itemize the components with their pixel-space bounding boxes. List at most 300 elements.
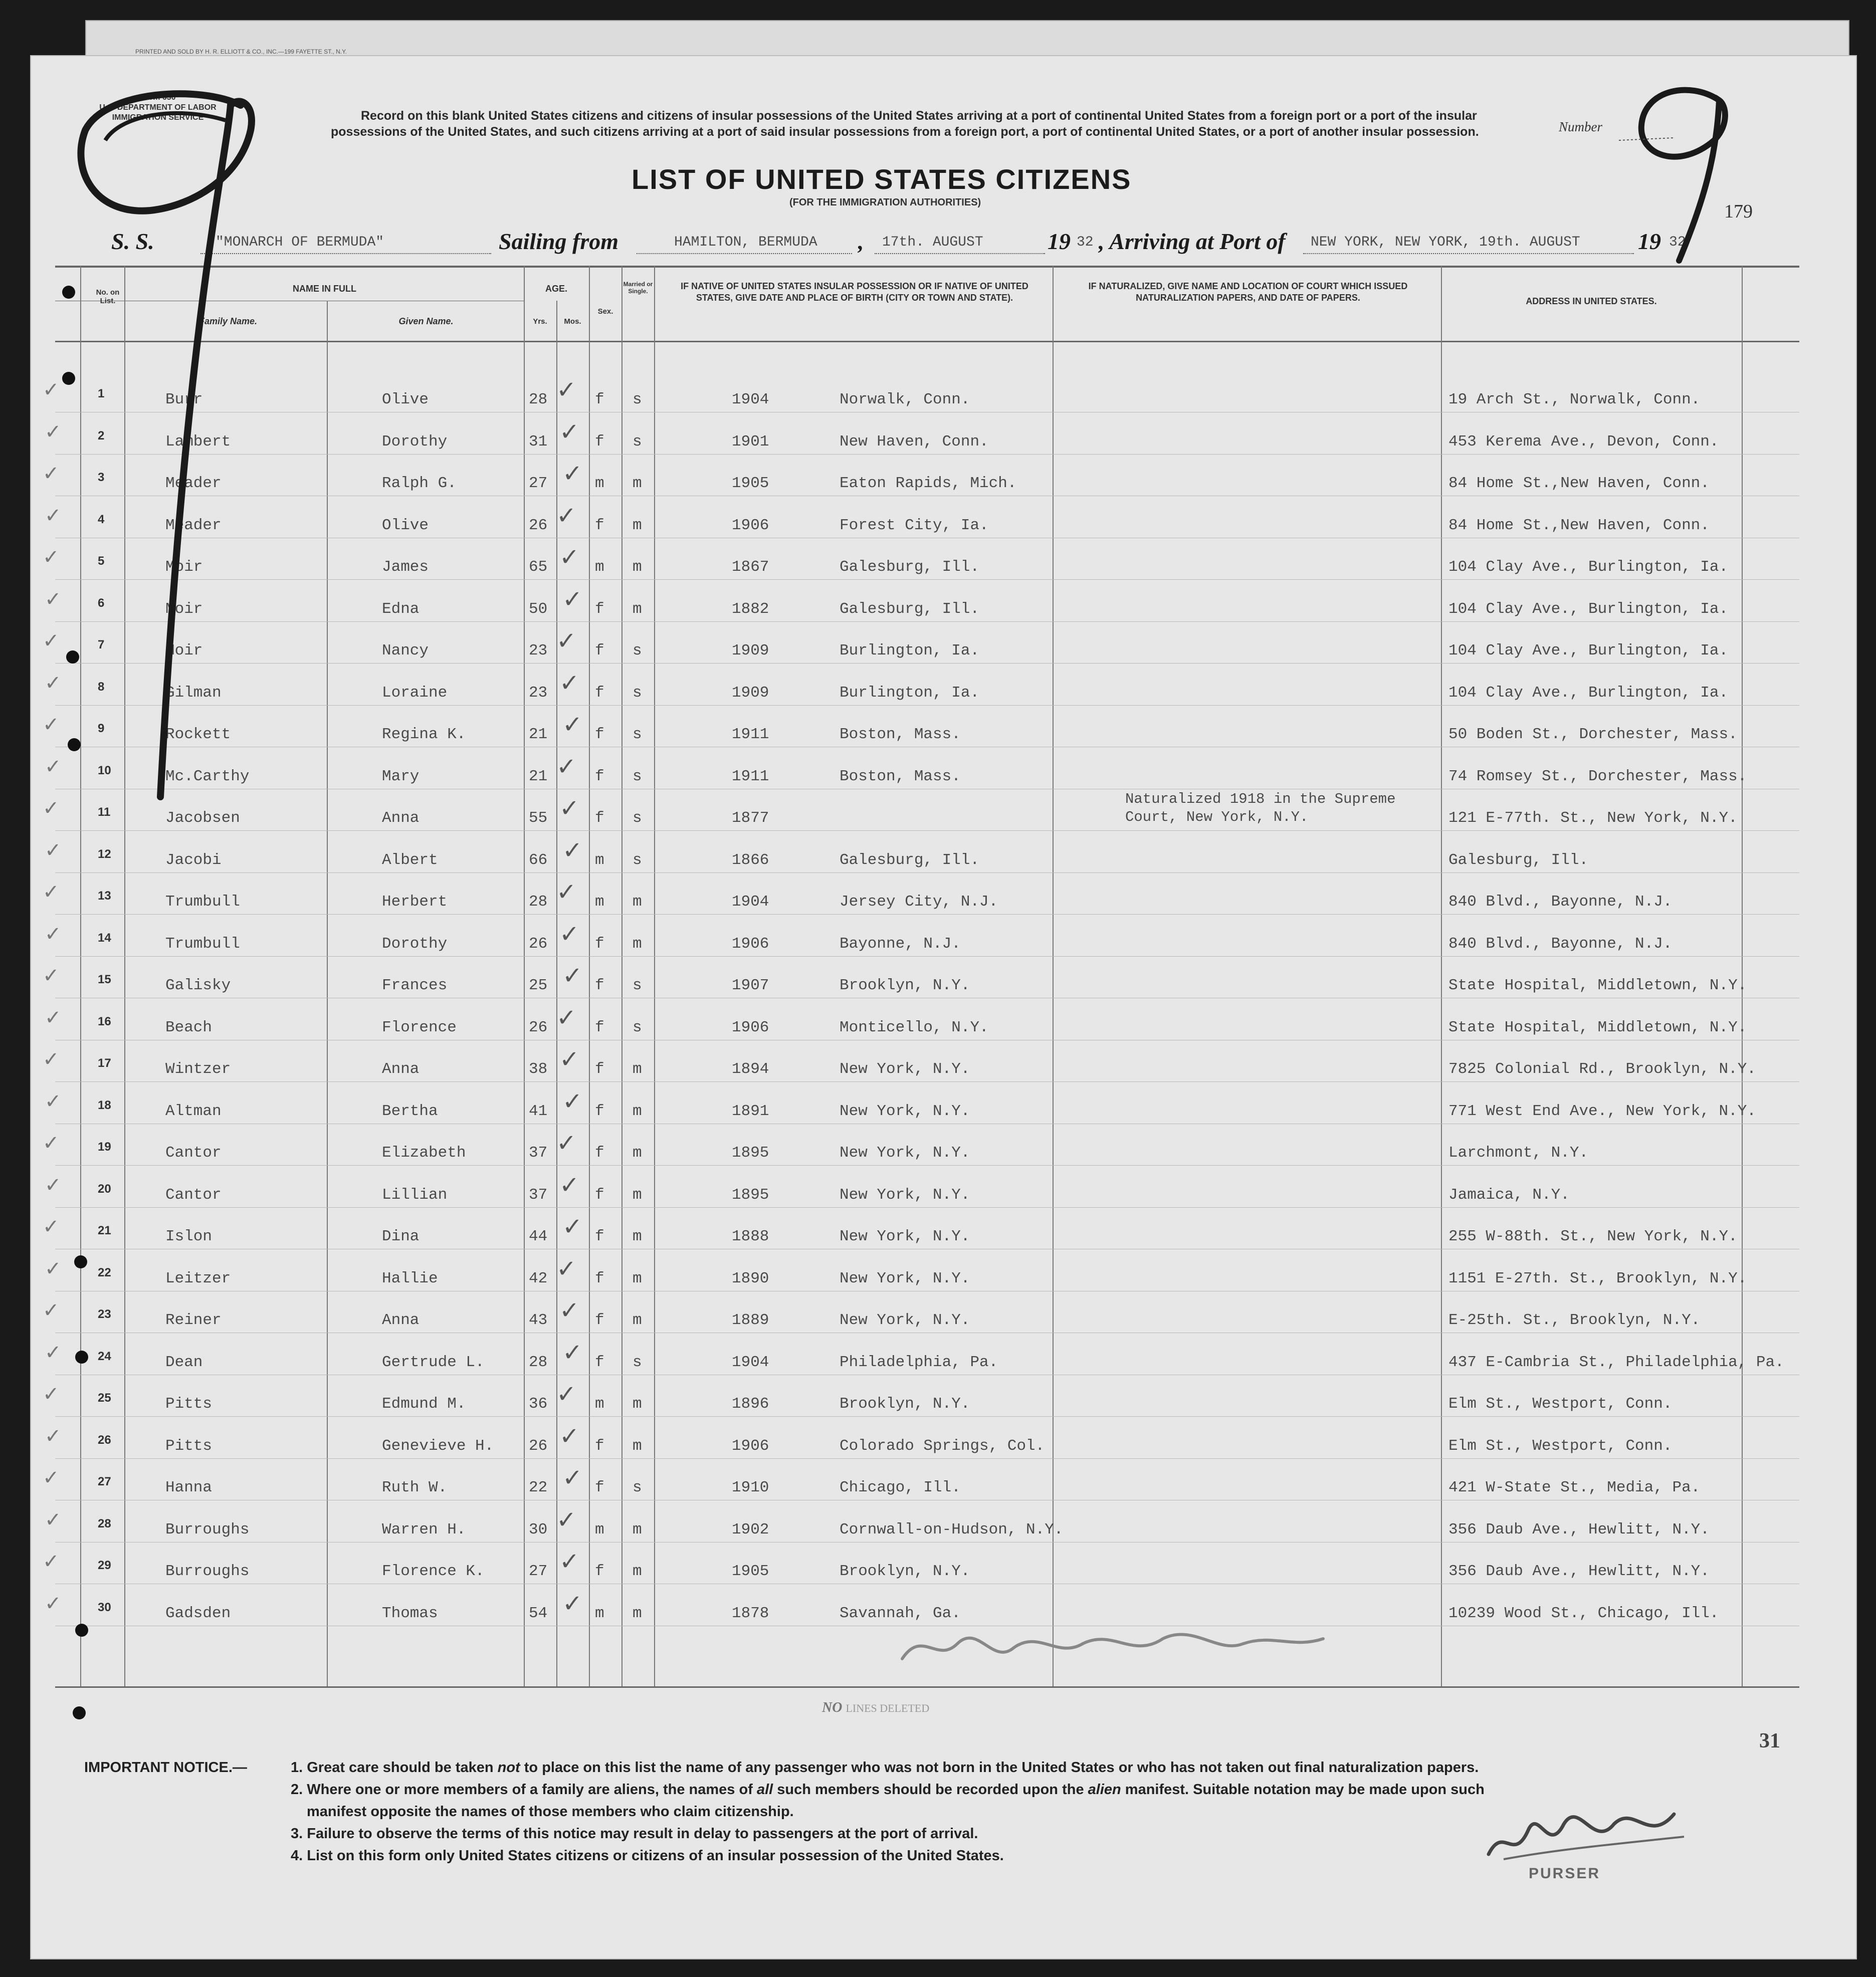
birth-place: New York, N.Y. — [840, 1102, 970, 1120]
header-married-single: Married or Single. — [623, 281, 653, 295]
margin-check-icon: ✓ — [45, 1592, 62, 1615]
row-number: 9 — [98, 722, 105, 735]
family-name: Hanna — [165, 1479, 213, 1496]
birth-place: Bayonne, N.J. — [840, 935, 961, 953]
margin-check-icon: ✓ — [45, 1257, 62, 1280]
birth-place: Boston, Mass. — [840, 726, 961, 743]
given-name: Frances — [382, 977, 448, 994]
birth-place: Eaton Rapids, Mich. — [840, 475, 1017, 492]
ship-name: "MONARCH OF BERMUDA" — [216, 235, 384, 250]
age: 37 — [529, 1144, 548, 1162]
check-mark-icon: ✓ — [556, 1254, 577, 1283]
header-family-name: Family Name. — [198, 316, 258, 326]
family-name: Gadsden — [165, 1604, 231, 1622]
sailing-from-line — [637, 253, 852, 254]
check-mark-icon: ✓ — [562, 460, 583, 488]
sex: f — [595, 977, 604, 994]
sex: m — [595, 851, 604, 869]
form-number: Form 630 — [140, 93, 176, 102]
row-rule — [55, 1081, 1799, 1082]
marital-status: s — [633, 977, 642, 994]
no-lines-deleted: NO LINES DELETED — [822, 1700, 930, 1715]
marital-status: s — [633, 642, 642, 660]
arriving-port-line — [1303, 253, 1634, 254]
binder-hole — [73, 1706, 86, 1719]
marital-status: m — [633, 516, 642, 534]
marital-status: s — [633, 684, 642, 702]
given-name: Edna — [382, 600, 420, 618]
sailing-from: HAMILTON, BERMUDA — [674, 235, 817, 250]
row-number: 29 — [98, 1559, 111, 1572]
birth-year: 1906 — [732, 516, 769, 534]
marital-status: m — [633, 1186, 642, 1204]
birth-year: 1866 — [732, 851, 769, 869]
birth-year: 1888 — [732, 1228, 769, 1245]
col-line — [524, 266, 525, 1686]
given-name: Florence K. — [382, 1563, 485, 1580]
address: 104 Clay Ave., Burlington, Ia. — [1448, 642, 1729, 660]
address: Jamaica, N.Y. — [1448, 1186, 1570, 1204]
marital-status: m — [633, 1311, 642, 1329]
marital-status: s — [633, 851, 642, 869]
header-mos: Mos. — [564, 317, 581, 326]
birth-place: Burlington, Ia. — [840, 642, 980, 660]
notice-item: 4. List on this form only United States citizens or citizens of an insular possession of the United States. — [291, 1848, 1004, 1864]
marital-status: s — [633, 726, 642, 743]
given-name: Anna — [382, 1311, 420, 1329]
marital-status: m — [633, 1563, 642, 1580]
ss-label: S. S. — [111, 229, 154, 254]
birth-year: 1895 — [732, 1144, 769, 1162]
marital-status: m — [633, 1144, 642, 1162]
family-name: Wintzer — [165, 1060, 231, 1078]
marital-status: s — [633, 809, 642, 827]
sex: f — [595, 1228, 604, 1245]
row-number: 18 — [98, 1098, 111, 1112]
birth-place: New York, N.Y. — [840, 1228, 970, 1245]
family-name: Trumbull — [165, 893, 240, 911]
birth-place: Brooklyn, N.Y. — [840, 977, 970, 994]
given-name: Dorothy — [382, 432, 448, 451]
row-rule — [55, 1542, 1799, 1543]
col-line — [1742, 266, 1743, 1686]
arriving-label: , Arriving at Port of — [1099, 229, 1286, 254]
address: 121 E-77th. St., New York, N.Y. — [1448, 809, 1738, 827]
marital-status: s — [633, 1353, 642, 1371]
check-mark-icon: ✓ — [562, 1213, 583, 1241]
row-number: 3 — [98, 471, 105, 484]
sex: f — [595, 1186, 604, 1204]
birth-place: Galesburg, Ill. — [840, 558, 980, 576]
given-name: Florence — [382, 1018, 457, 1036]
given-name: Herbert — [382, 893, 448, 911]
arriving-port: NEW YORK, NEW YORK, 19th. AUGUST — [1311, 235, 1580, 250]
row-rule — [55, 1416, 1799, 1417]
sex: m — [595, 893, 604, 911]
sailing-label: Sailing from — [499, 229, 619, 254]
given-name: Genevieve H. — [382, 1437, 494, 1455]
col-line — [1053, 266, 1054, 1686]
family-name: Mc.Carthy — [165, 767, 250, 785]
birth-year: 1895 — [732, 1186, 769, 1204]
family-name: Gilman — [165, 684, 222, 702]
given-name: Gertrude L. — [382, 1353, 485, 1371]
age: 21 — [529, 726, 548, 743]
family-name: Jacobi — [165, 851, 222, 869]
check-mark-icon: ✓ — [562, 1464, 583, 1492]
sex: f — [595, 1060, 604, 1078]
check-mark-icon: ✓ — [556, 1003, 577, 1032]
row-rule — [55, 663, 1799, 664]
given-name: Loraine — [382, 684, 448, 702]
binder-hole — [68, 738, 81, 751]
margin-check-icon: ✓ — [43, 1132, 60, 1155]
check-mark-icon: ✓ — [559, 543, 580, 571]
birth-year: 1904 — [732, 391, 769, 408]
sex: m — [595, 558, 604, 576]
check-mark-icon: ✓ — [559, 1171, 580, 1199]
address: 74 Romsey St., Dorchester, Mass. — [1448, 767, 1747, 785]
sex: f — [595, 935, 604, 953]
margin-check-icon: ✓ — [45, 1508, 62, 1531]
header-bottom-border — [55, 341, 1799, 342]
address: 356 Daub Ave., Hewlitt, N.Y. — [1448, 1520, 1710, 1539]
age: 50 — [529, 600, 548, 618]
notice-item: 3. Failure to observe the terms of this notice may result in delay to passengers at the port of arrival. — [291, 1826, 978, 1842]
row-number: 16 — [98, 1014, 111, 1028]
family-name: Burroughs — [165, 1520, 250, 1539]
binder-hole — [74, 1255, 87, 1268]
birth-place: Forest City, Ia. — [840, 516, 989, 534]
purser-label: PURSER — [1529, 1865, 1601, 1882]
birth-year: 1906 — [732, 1437, 769, 1455]
birth-place: Monticello, N.Y. — [840, 1018, 989, 1036]
header-yrs: Yrs. — [533, 317, 547, 326]
sex: f — [595, 1563, 604, 1580]
address: 840 Blvd., Bayonne, N.J. — [1448, 893, 1673, 911]
family-name: Moir — [165, 642, 203, 660]
row-number: 24 — [98, 1349, 111, 1363]
check-mark-icon: ✓ — [556, 501, 577, 530]
address: 453 Kerema Ave., Devon, Conn. — [1448, 432, 1719, 451]
address: 7825 Colonial Rd., Brooklyn, N.Y. — [1448, 1060, 1756, 1078]
age: 26 — [529, 1437, 548, 1455]
marital-status: s — [633, 767, 642, 785]
check-mark-icon: ✓ — [562, 1589, 583, 1618]
family-name: Dean — [165, 1353, 203, 1371]
header-age: AGE. — [545, 284, 567, 294]
check-mark-icon: ✓ — [559, 1045, 580, 1073]
age: 55 — [529, 809, 548, 827]
row-number: 12 — [98, 847, 111, 861]
margin-check-icon: ✓ — [43, 713, 60, 736]
address: 10239 Wood St., Chicago, Ill. — [1448, 1604, 1719, 1622]
marital-status: m — [633, 1437, 642, 1455]
marital-status: m — [633, 600, 642, 618]
family-name: Trumbull — [165, 935, 240, 953]
row-rule — [55, 705, 1799, 706]
margin-check-icon: ✓ — [43, 797, 60, 820]
birth-place: New York, N.Y. — [840, 1269, 970, 1287]
address: 840 Blvd., Bayonne, N.J. — [1448, 935, 1673, 953]
margin-check-icon: ✓ — [45, 420, 62, 444]
check-mark-icon: ✓ — [556, 376, 577, 404]
marital-status: s — [633, 1018, 642, 1036]
birth-year: 1878 — [732, 1604, 769, 1622]
sex: f — [595, 1269, 604, 1287]
given-name: Dina — [382, 1228, 420, 1245]
arriving-year: 32 — [1669, 235, 1686, 250]
document-subtitle: (FOR THE IMMIGRATION AUTHORITIES) — [789, 197, 981, 208]
birth-place: New Haven, Conn. — [840, 432, 989, 451]
row-number: 7 — [98, 638, 105, 651]
col-line — [1441, 266, 1442, 1686]
marital-status: m — [633, 475, 642, 492]
sex: f — [595, 1353, 604, 1371]
age: 66 — [529, 851, 548, 869]
check-mark-icon: ✓ — [556, 878, 577, 906]
address: 84 Home St.,New Haven, Conn. — [1448, 475, 1710, 492]
check-mark-icon: ✓ — [556, 752, 577, 781]
birth-year: 1889 — [732, 1311, 769, 1329]
age: 43 — [529, 1311, 548, 1329]
printer-note: PRINTED AND SOLD BY H. R. ELLIOTT & CO., INC.—199 FAYETTE ST., N.Y. — [135, 48, 347, 55]
family-name: Leitzer — [165, 1269, 231, 1287]
notice-heading: IMPORTANT NOTICE.— — [84, 1760, 247, 1776]
birth-year: 1905 — [732, 475, 769, 492]
birth-year: 1910 — [732, 1479, 769, 1496]
margin-check-icon: ✓ — [43, 378, 60, 401]
sex: f — [595, 642, 604, 660]
check-mark-icon: ✓ — [559, 1296, 580, 1325]
age: 54 — [529, 1604, 548, 1622]
family-name: Reiner — [165, 1311, 222, 1329]
margin-check-icon: ✓ — [45, 1341, 62, 1364]
department-name: U.S. DEPARTMENT OF LABOR — [99, 103, 217, 112]
family-name: Rockett — [165, 726, 231, 743]
margin-check-icon: ✓ — [43, 1215, 60, 1238]
sex: f — [595, 432, 604, 451]
sex: f — [595, 1144, 604, 1162]
sex: f — [595, 1479, 604, 1496]
row-number: 14 — [98, 931, 111, 945]
col-line — [80, 266, 81, 1686]
row-number: 22 — [98, 1265, 111, 1279]
margin-check-icon: ✓ — [43, 546, 60, 569]
family-name: Moir — [165, 558, 203, 576]
birth-place: New York, N.Y. — [840, 1144, 970, 1162]
header-sex: Sex. — [597, 307, 613, 316]
birth-year: 1909 — [732, 642, 769, 660]
row-rule — [55, 621, 1799, 622]
margin-check-icon: ✓ — [43, 881, 60, 904]
row-number: 19 — [98, 1140, 111, 1154]
age: 42 — [529, 1269, 548, 1287]
col-line — [654, 266, 655, 1686]
notice-item: manifest opposite the names of those members who claim citizenship. — [307, 1804, 794, 1820]
check-mark-icon: ✓ — [562, 962, 583, 990]
family-name: Jacobsen — [165, 809, 240, 827]
sex: m — [595, 1520, 604, 1539]
family-name: Galisky — [165, 977, 231, 994]
check-mark-icon: ✓ — [562, 585, 583, 613]
col-line — [327, 301, 328, 1686]
marital-status: m — [633, 558, 642, 576]
age: 37 — [529, 1186, 548, 1204]
margin-check-icon: ✓ — [45, 838, 62, 862]
birth-place: Galesburg, Ill. — [840, 851, 980, 869]
birth-year: 1894 — [732, 1060, 769, 1078]
row-number: 26 — [98, 1433, 111, 1447]
row-number: 23 — [98, 1307, 111, 1321]
row-number: 10 — [98, 763, 111, 777]
row-number: 17 — [98, 1056, 111, 1070]
marital-status: m — [633, 893, 642, 911]
birth-place: New York, N.Y. — [840, 1060, 970, 1078]
form-info — [75, 93, 241, 123]
birth-place: New York, N.Y. — [840, 1311, 970, 1329]
margin-check-icon: ✓ — [43, 1550, 60, 1573]
row-rule — [55, 830, 1799, 831]
row-number: 11 — [98, 805, 111, 819]
given-name: Warren H. — [382, 1520, 466, 1539]
address: 84 Home St.,New Haven, Conn. — [1448, 516, 1710, 534]
row-number: 1 — [98, 387, 105, 400]
marital-status: m — [633, 1228, 642, 1245]
birth-place: Norwalk, Conn. — [840, 391, 970, 408]
birth-place: Jersey City, N.J. — [840, 893, 998, 911]
given-name: Albert — [382, 851, 438, 869]
address: Elm St., Westport, Conn. — [1448, 1395, 1673, 1413]
birth-year: 1911 — [732, 767, 769, 785]
sex: f — [595, 391, 604, 408]
binder-hole — [66, 650, 79, 664]
marital-status: s — [633, 432, 642, 451]
age: 36 — [529, 1395, 548, 1413]
address: Elm St., Westport, Conn. — [1448, 1437, 1673, 1455]
birth-place: Savannah, Ga. — [840, 1604, 961, 1622]
margin-check-icon: ✓ — [45, 1424, 62, 1448]
margin-check-icon: ✓ — [45, 1089, 62, 1113]
row-number: 21 — [98, 1224, 111, 1237]
birth-year: 1867 — [732, 558, 769, 576]
header-name-in-full: NAME IN FULL — [293, 284, 356, 294]
family-name: Meader — [165, 475, 222, 492]
age: 30 — [529, 1520, 548, 1539]
margin-check-icon: ✓ — [43, 1466, 60, 1489]
marital-status: m — [633, 1102, 642, 1120]
age: 22 — [529, 1479, 548, 1496]
naturalization-note: Naturalized 1918 in the Supreme Court, New York, N.Y. — [1125, 791, 1396, 825]
row-number: 13 — [98, 889, 111, 903]
birth-year: 1877 — [732, 809, 769, 827]
birth-place: Burlington, Ia. — [840, 684, 980, 702]
row-rule — [55, 1165, 1799, 1166]
row-rule — [55, 454, 1799, 455]
binder-hole — [62, 372, 75, 385]
birth-year: 1904 — [732, 1353, 769, 1371]
marital-status: m — [633, 1269, 642, 1287]
binder-hole — [75, 1351, 88, 1364]
check-mark-icon: ✓ — [562, 1087, 583, 1116]
age: 28 — [529, 893, 548, 911]
birth-place: Brooklyn, N.Y. — [840, 1395, 970, 1413]
birth-place: Colorado Springs, Col. — [840, 1437, 1045, 1455]
address: Larchmont, N.Y. — [1448, 1144, 1589, 1162]
address: 1151 E-27th. St., Brooklyn, N.Y. — [1448, 1269, 1747, 1287]
row-number: 8 — [98, 680, 105, 694]
document-title: LIST OF UNITED STATES CITIZENS — [632, 163, 1132, 195]
given-name: Anna — [382, 809, 420, 827]
birth-year: 1891 — [732, 1102, 769, 1120]
intro-text: Record on this blank United States citizens and citizens of insular possessions of the United States arriving at a port of continental United States from a foreign port or a port of the insular possessions of the United States, and such citizens arriving at a port of said insular possessions from a foreign port, a port of continental United States, or a port of another insular possession. — [331, 109, 1479, 139]
address: 104 Clay Ave., Burlington, Ia. — [1448, 558, 1729, 576]
marital-status: m — [633, 1395, 642, 1413]
ship-name-line — [200, 253, 491, 254]
service-name: IMMIGRATION SERVICE — [112, 113, 204, 122]
family-name: Cantor — [165, 1144, 222, 1162]
row-number: 25 — [98, 1391, 111, 1405]
family-name: Lambert — [165, 432, 231, 451]
sex: f — [595, 767, 604, 785]
birth-year: 1904 — [732, 893, 769, 911]
check-mark-icon: ✓ — [556, 1505, 577, 1534]
family-name: Burroughs — [165, 1563, 250, 1580]
row-rule — [55, 1207, 1799, 1208]
birth-year: 1901 — [732, 432, 769, 451]
margin-check-icon: ✓ — [43, 1048, 60, 1071]
sex: f — [595, 1311, 604, 1329]
sailing-date: 17th. AUGUST — [882, 235, 983, 250]
given-name: Edmund M. — [382, 1395, 466, 1413]
age: 23 — [529, 642, 548, 660]
birth-year: 1896 — [732, 1395, 769, 1413]
row-rule — [55, 956, 1799, 957]
given-name: Regina K. — [382, 726, 466, 743]
check-mark-icon: ✓ — [556, 627, 577, 655]
sex: f — [595, 1437, 604, 1455]
birth-place: Brooklyn, N.Y. — [840, 1563, 970, 1580]
margin-check-icon: ✓ — [45, 922, 62, 946]
birth-year: 1882 — [732, 600, 769, 618]
margin-check-icon: ✓ — [45, 1006, 62, 1029]
margin-check-icon: ✓ — [43, 964, 60, 987]
sex: f — [595, 516, 604, 534]
address: E-25th. St., Brooklyn, N.Y. — [1448, 1311, 1701, 1329]
birth-place: New York, N.Y. — [840, 1186, 970, 1204]
age: 28 — [529, 1353, 548, 1371]
col-line — [621, 266, 622, 1686]
notice-item: 1. Great care should be taken not to place on this list the name of any passenger who was not born in the United States or who has not taken out final naturalization papers. — [291, 1760, 1479, 1776]
check-mark-icon: ✓ — [559, 669, 580, 697]
col-line — [124, 266, 125, 1686]
sex: f — [595, 600, 604, 618]
given-name: Bertha — [382, 1102, 438, 1120]
age: 41 — [529, 1102, 548, 1120]
family-name: Moir — [165, 600, 203, 618]
row-number: 30 — [98, 1600, 111, 1614]
age: 44 — [529, 1228, 548, 1245]
age: 23 — [529, 684, 548, 702]
check-mark-icon: ✓ — [556, 1129, 577, 1157]
address: 421 W-State St., Media, Pa. — [1448, 1479, 1701, 1496]
birth-place: Galesburg, Ill. — [840, 600, 980, 618]
margin-check-icon: ✓ — [43, 1383, 60, 1406]
birth-year: 1911 — [732, 726, 769, 743]
sex: f — [595, 684, 604, 702]
table-bottom-border — [55, 1686, 1799, 1688]
family-name: Pitts — [165, 1395, 213, 1413]
